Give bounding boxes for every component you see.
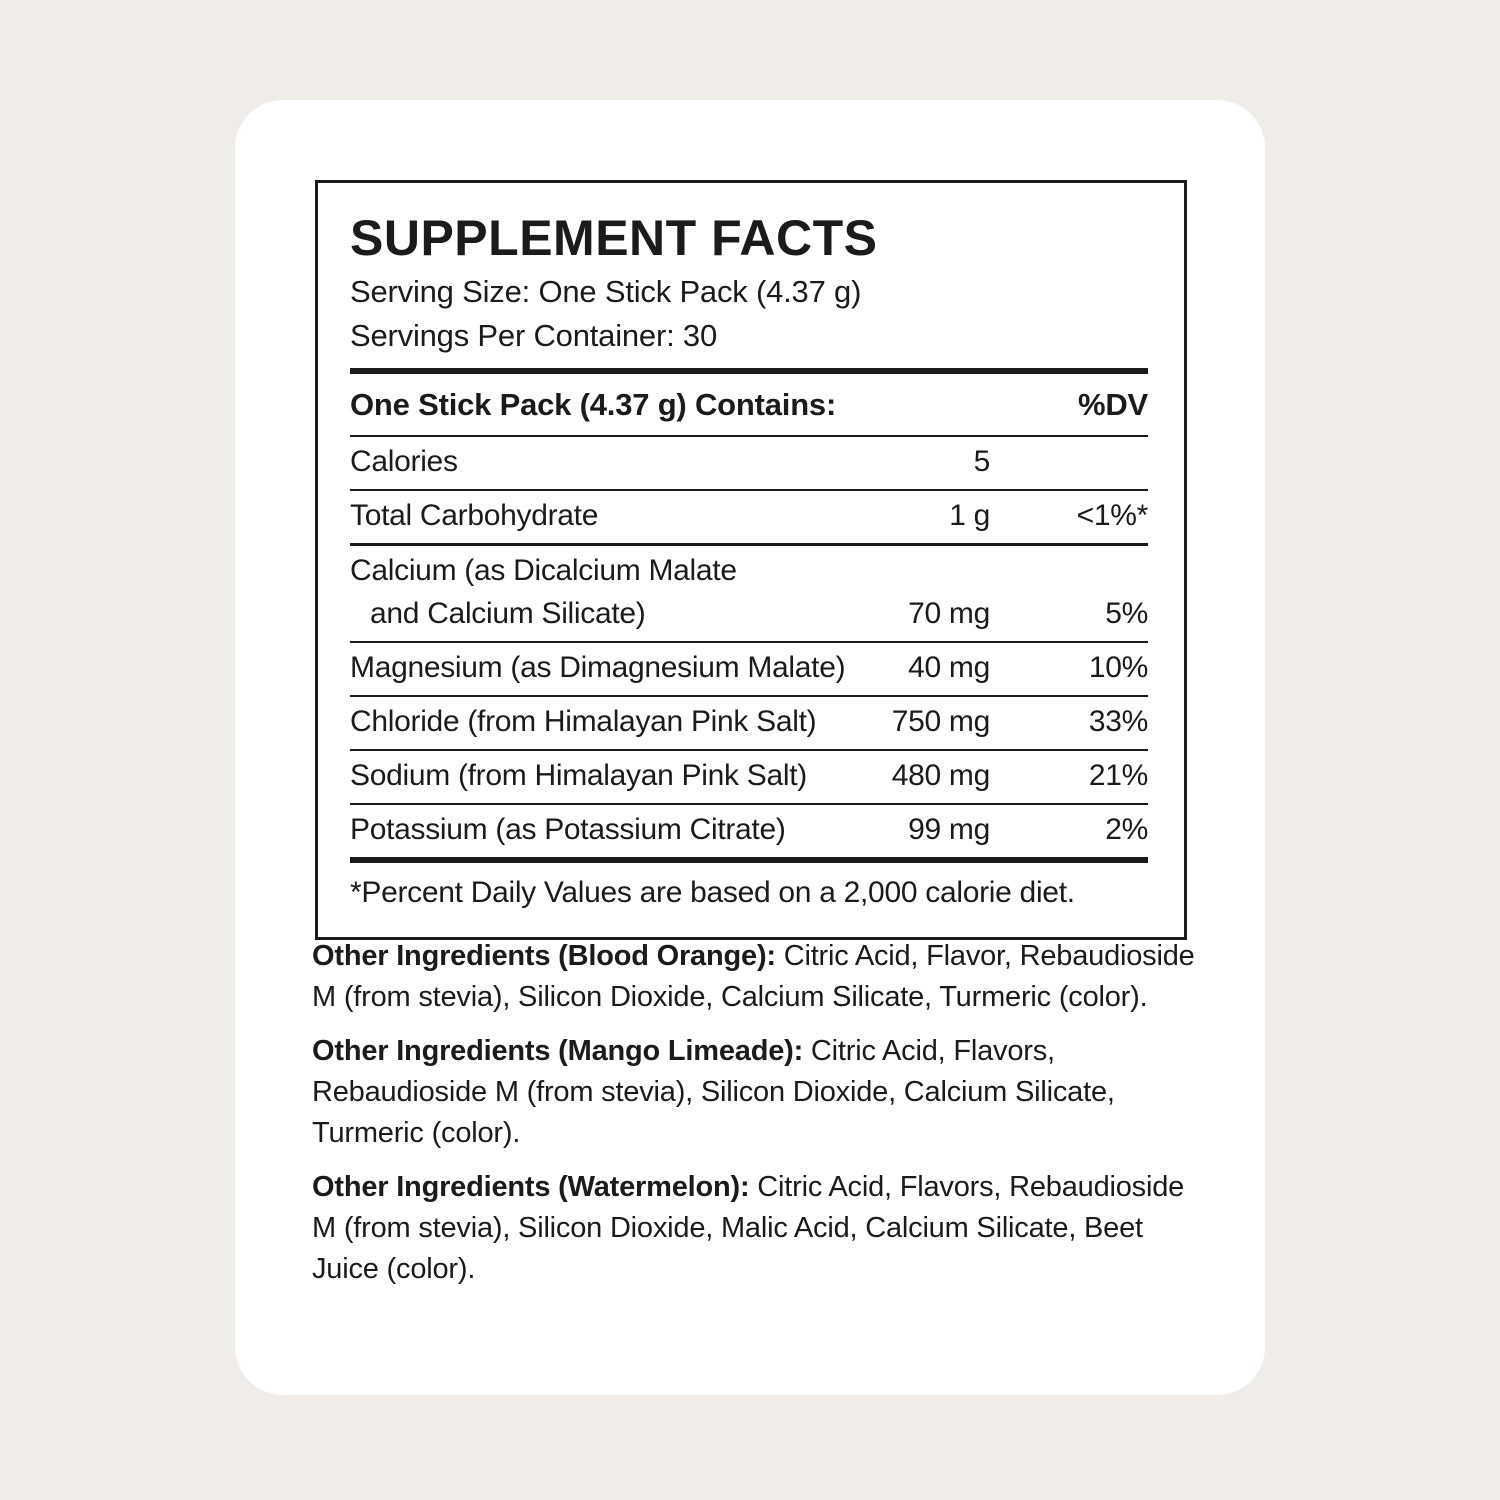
row-amount: 1 g (949, 499, 990, 532)
row-name: Chloride (from Himalayan Pink Salt) (350, 705, 817, 738)
row-name: Sodium (from Himalayan Pink Salt) (350, 759, 807, 792)
label-card (235, 100, 1265, 1395)
row-amount: 40 mg (908, 651, 990, 684)
facts-row (350, 643, 1148, 695)
facts-row (350, 697, 1148, 749)
ingredients-text: Citric Acid, Flavor, Rebaudioside M (from stevia), Silicon Dioxide, Calcium Silicate, Turmeric (color). (312, 940, 1195, 1013)
servings-per-container: Servings Per Container: 30 (350, 318, 717, 353)
facts-row (350, 546, 1148, 641)
ingredients-paragraph (312, 1167, 1198, 1290)
row-amount: 480 mg (891, 759, 990, 792)
row-dv: 21% (1088, 759, 1148, 792)
row-amount: 750 mg (891, 705, 990, 738)
ingredients-label: Other Ingredients (Mango Limeade): (312, 1035, 804, 1067)
column-contains: One Stick Pack (4.37 g) Contains: (350, 387, 837, 422)
column-dv: %DV (1077, 387, 1148, 422)
row-dv: 2% (1105, 813, 1148, 846)
ingredients-text: Citric Acid, Flavors, Rebaudioside M (from stevia), Silicon Dioxide, Malic Acid, Calcium Silicate, Beet Juice (color). (312, 1171, 1185, 1285)
facts-row (350, 491, 1148, 543)
ingredients-paragraph (312, 1031, 1198, 1154)
serving-size: Serving Size: One Stick Pack (4.37 g) (350, 274, 862, 309)
row-name: Total Carbohydrate (350, 499, 599, 532)
row-dv: 5% (1105, 597, 1148, 630)
footnote: *Percent Daily Values are based on a 2,000 calorie diet. (350, 876, 1075, 909)
ingredients-paragraph (312, 936, 1198, 1018)
row-amount: 5 (973, 445, 990, 478)
ingredients-label: Other Ingredients (Watermelon): (312, 1171, 750, 1203)
row-name: Calories (350, 445, 458, 478)
row-dv: 10% (1088, 651, 1148, 684)
row-amount: 99 mg (908, 813, 990, 846)
facts-row (350, 751, 1148, 803)
ingredients-label: Other Ingredients (Blood Orange): (312, 940, 776, 972)
facts-rows (350, 437, 1148, 857)
facts-row (350, 437, 1148, 489)
row-dv: 33% (1088, 705, 1148, 738)
row-name: Potassium (as Potassium Citrate) (350, 813, 786, 846)
supplement-facts-panel (315, 180, 1187, 940)
ingredients-text: Citric Acid, Flavors, Rebaudioside M (from stevia), Silicon Dioxide, Calcium Silicate, Turmeric (color). (312, 1035, 1115, 1149)
row-name: Magnesium (as Dimagnesium Malate) (350, 651, 846, 684)
row-name: Calcium (as Dicalcium Malate and Calcium Silicate) (350, 554, 737, 630)
facts-title: SUPPLEMENT FACTS (350, 210, 878, 266)
row-amount: 70 mg (908, 597, 990, 630)
facts-header-row (350, 374, 1148, 435)
row-dv: <1%* (1076, 499, 1148, 532)
other-ingredients-section (312, 936, 1198, 1303)
facts-row (350, 805, 1148, 857)
